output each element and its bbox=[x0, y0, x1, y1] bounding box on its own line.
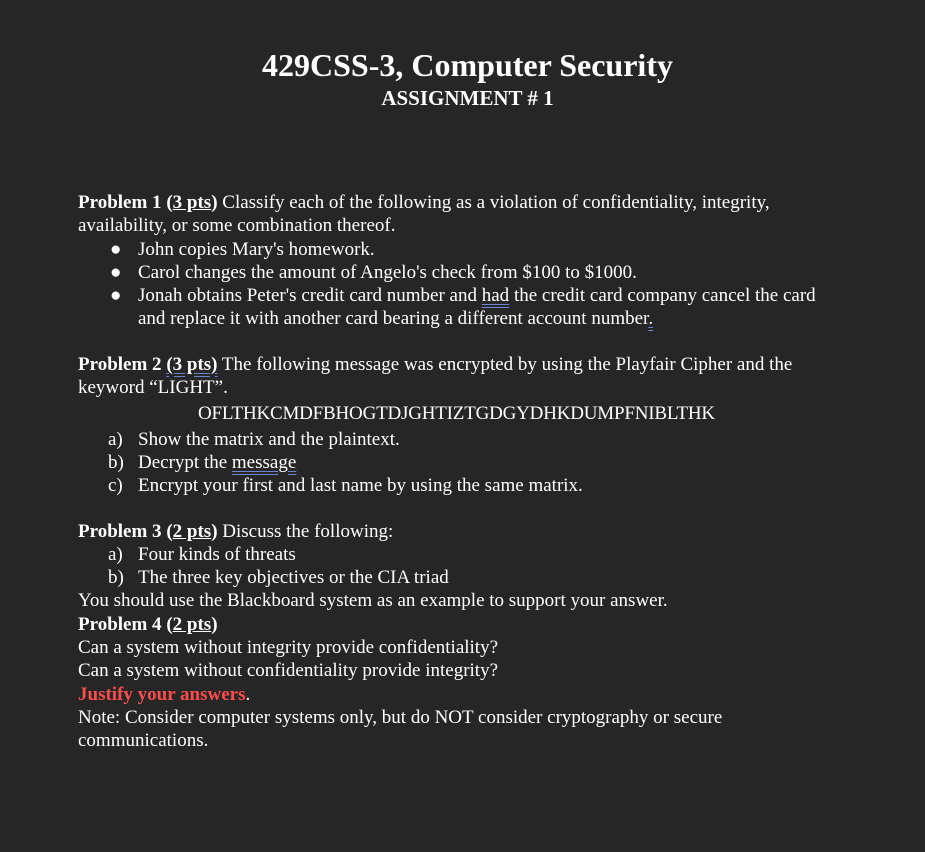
problem-4-heading: Problem 4 (2 pts) bbox=[78, 613, 218, 635]
problem-4-question-2: Can a system without confidentiality provide integrity? bbox=[78, 660, 499, 682]
bullet-icon: ● bbox=[110, 261, 122, 283]
problem-3-heading: Problem 3 (2 pts) Discuss the following: bbox=[78, 520, 394, 542]
justify-text: Justify your answers bbox=[78, 683, 246, 705]
problem-2-item: b) Decrypt the message bbox=[108, 451, 297, 473]
document-body bbox=[78, 191, 868, 753]
problem-2-points: (3 pts) bbox=[166, 353, 218, 375]
problem-4-question-1: Can a system without integrity provide confidentiality? bbox=[78, 637, 499, 659]
problem-1-bullet: ● Jonah obtains Peter's credit card number and had the credit card company cancel the card and replace it with another card bearing a different account number. bbox=[110, 285, 816, 330]
problem-2-text-line2: keyword “LIGHT”. bbox=[78, 377, 228, 399]
problem-1-label: Problem 1 bbox=[78, 192, 162, 213]
problem-2-item: c) Encrypt your first and last name by using the same matrix. bbox=[108, 475, 583, 497]
problem-3-item: a) Four kinds of threats bbox=[108, 543, 296, 565]
problem-3-item: b) The three key objectives or the CIA triad bbox=[108, 567, 449, 589]
problem-2-text: The following message was encrypted by using the Playfair Cipher and the bbox=[217, 353, 793, 375]
ciphertext: OFLTHKCMDFBHOGTDJGHTIZTGDGYDHKDUMPFNIBLTHK bbox=[198, 403, 715, 425]
problem-3-text: Discuss the following: bbox=[217, 520, 394, 542]
problem-1-points: 3 pts bbox=[172, 192, 212, 213]
spellcheck-word: had bbox=[481, 285, 510, 307]
problem-2-heading bbox=[78, 353, 868, 376]
problem-1-bullet: ● Carol changes the amount of Angelo's check from $100 to $1000. bbox=[110, 261, 637, 283]
spellcheck-word: message bbox=[231, 451, 297, 473]
problem-3-label: Problem 3 bbox=[78, 520, 162, 542]
problem-1-text: Classify each of the following as a violation of confidentiality, integrity, bbox=[217, 192, 770, 213]
document-title: 429CSS-3, Computer Security bbox=[262, 47, 673, 83]
problem-2-label: Problem 2 bbox=[78, 353, 162, 375]
problem-4-label: Problem 4 bbox=[78, 613, 162, 635]
problem-1-heading: Problem 1 (3 pts) Classify each of the following as a violation of confidentiality, integrity, bbox=[78, 192, 770, 213]
problem-4-justify: Justify your answers. bbox=[78, 683, 251, 705]
problem-3-note: You should use the Blackboard system as an example to support your answer. bbox=[78, 590, 668, 612]
problem-3-points: 2 pts bbox=[172, 520, 212, 542]
document-subtitle: ASSIGNMENT # 1 bbox=[381, 86, 554, 110]
problem-1-text-line2: availability, or some combination thereof. bbox=[78, 215, 396, 237]
problem-2-item: a) Show the matrix and the plaintext. bbox=[108, 428, 400, 450]
problem-1-bullet: ● John copies Mary's homework. bbox=[110, 238, 375, 260]
problem-4-note: Note: Consider computer systems only, but do NOT consider cryptography or secure communications. bbox=[78, 706, 723, 752]
spellcheck-mark: . bbox=[648, 308, 654, 330]
bullet-icon: ● bbox=[110, 285, 122, 307]
problem-4-points: 2 pts bbox=[172, 613, 212, 635]
bullet-icon: ● bbox=[110, 238, 122, 260]
